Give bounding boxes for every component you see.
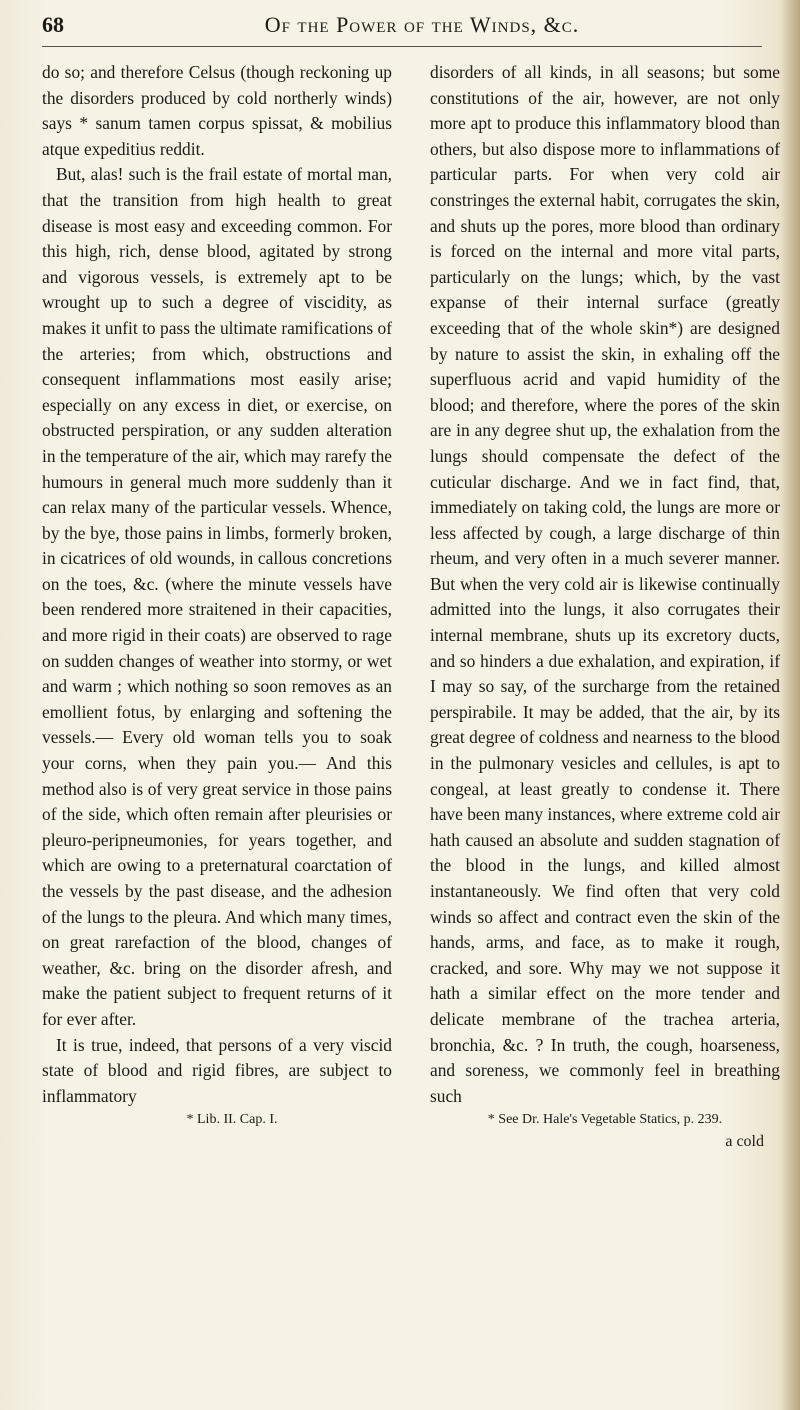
page-edge: [782, 0, 800, 1410]
page-number: 68: [42, 12, 64, 37]
right-column: [430, 60, 780, 1155]
running-title: Of the Power of the Winds, &c.: [264, 12, 580, 37]
footnote: * Lib. II. Cap. I.: [186, 1112, 278, 1128]
paragraph: But, alas! such is the frail estate of mortal man, that the transition from high health to great disease is most easy and exceeding common. For this high, rich, dense blood, agitated by strong and vigorous vessels, is extremely apt to be wrought up to such a degree of viscidity, as makes it unfit to pass the ultimate ramifications of the arteries; from which, obstructions and consequent inflammations most easily arise; especially on any excess in diet, or exercise, on obstructed perspiration, or any sudden alteration in the temperature of the air, which may rarefy the humours in general much more suddenly than it can relax many of the particular vessels. Whence, by the bye, those pains in limbs, formerly broken, in cicatrices of old wounds, in callous concretions on the toes, &c. (where the minute vessels have been rendered more straitened in their capacities, and more rigid in their coats) are observed to rage on sudden changes of weather into stormy, or wet and warm ; which nothing so soon removes as an emollient fotus, by enlarging and softening the vessels.— Every old woman tells you to soak your corns, when they pain you.— And this method also is of very great service in those pains of the side, which often remain after pleurisies or pleuro-peripneumonies, for years together, and which are owing to a preternatural coarctation of the vessels by the past disease, and the adhesion of the lungs to the pleura. And which many times, on great rarefaction of the blood, changes of weather, &c. bring on the disorder afresh, and make the patient subject to frequent returns of it for ever after.: [42, 164, 392, 1029]
left-column: [42, 60, 392, 1129]
header-rule: [42, 46, 762, 47]
paragraph: do so; and therefore Celsus (though reckoning up the disorders produced by cold northerly winds) says * sanum tamen corpus spissat, & mobilius atque expeditius reddit.: [42, 62, 392, 159]
page-header: [42, 12, 762, 42]
paragraph: disorders of all kinds, in all seasons; but some constitutions of the air, however, are not only more apt to produce this inflammatory blood than others, but also dispose more to inflammations of particular parts. For when very cold air constringes the external habit, corrugates the skin, and shuts up the pores, more blood than ordinary is forced on the internal and more vital parts, particularly on the lungs; which, by the vast expanse of their internal surface (greatly exceeding that of the whole skin*) are designed by nature to assist the skin, in exhaling off the superfluous acrid and vapid humidity of the blood; and therefore, where the pores of the skin are in any degree shut up, the exhalation from the lungs should compensate the defect of the cuticular discharge. And we in fact find, that, immediately on taking cold, the lungs are more or less affected by cough, a large discharge of thin rheum, and very often in a much severer manner. But when the very cold air is likewise continually admitted into the lungs, it also corrugates their internal membrane, shuts up its excretory ducts, and so hinders a due exhalation, and expiration, if I may so say, of the surcharge from the retained perspirabile. It may be added, that the air, by its great degree of coldness and nearness to the blood in the pulmonary vesicles and cellules, is apt to congeal, at least greatly to condense it. There have been many instances, where extreme cold air hath caused an absolute and sudden stagnation of the blood in the lungs, and killed almost instantaneously. We find often that very cold winds so affect and contract even the skin of the hands, arms, and face, as to make it rough, cracked, and sore. Why may we not suppose it hath a similar effect on the more tender and delicate membrane of the trachea arteria, bronchia, &c. ? In truth, the cough, hoarseness, and soreness, we commonly feel in breathing such: [430, 62, 780, 1106]
catchword: a cold: [725, 1133, 764, 1151]
paragraph: It is true, indeed, that persons of a very viscid state of blood and rigid fibres, are subject to inflammatory: [42, 1034, 392, 1106]
footnote: * See Dr. Hale's Vegetable Statics, p. 239.: [487, 1112, 723, 1128]
